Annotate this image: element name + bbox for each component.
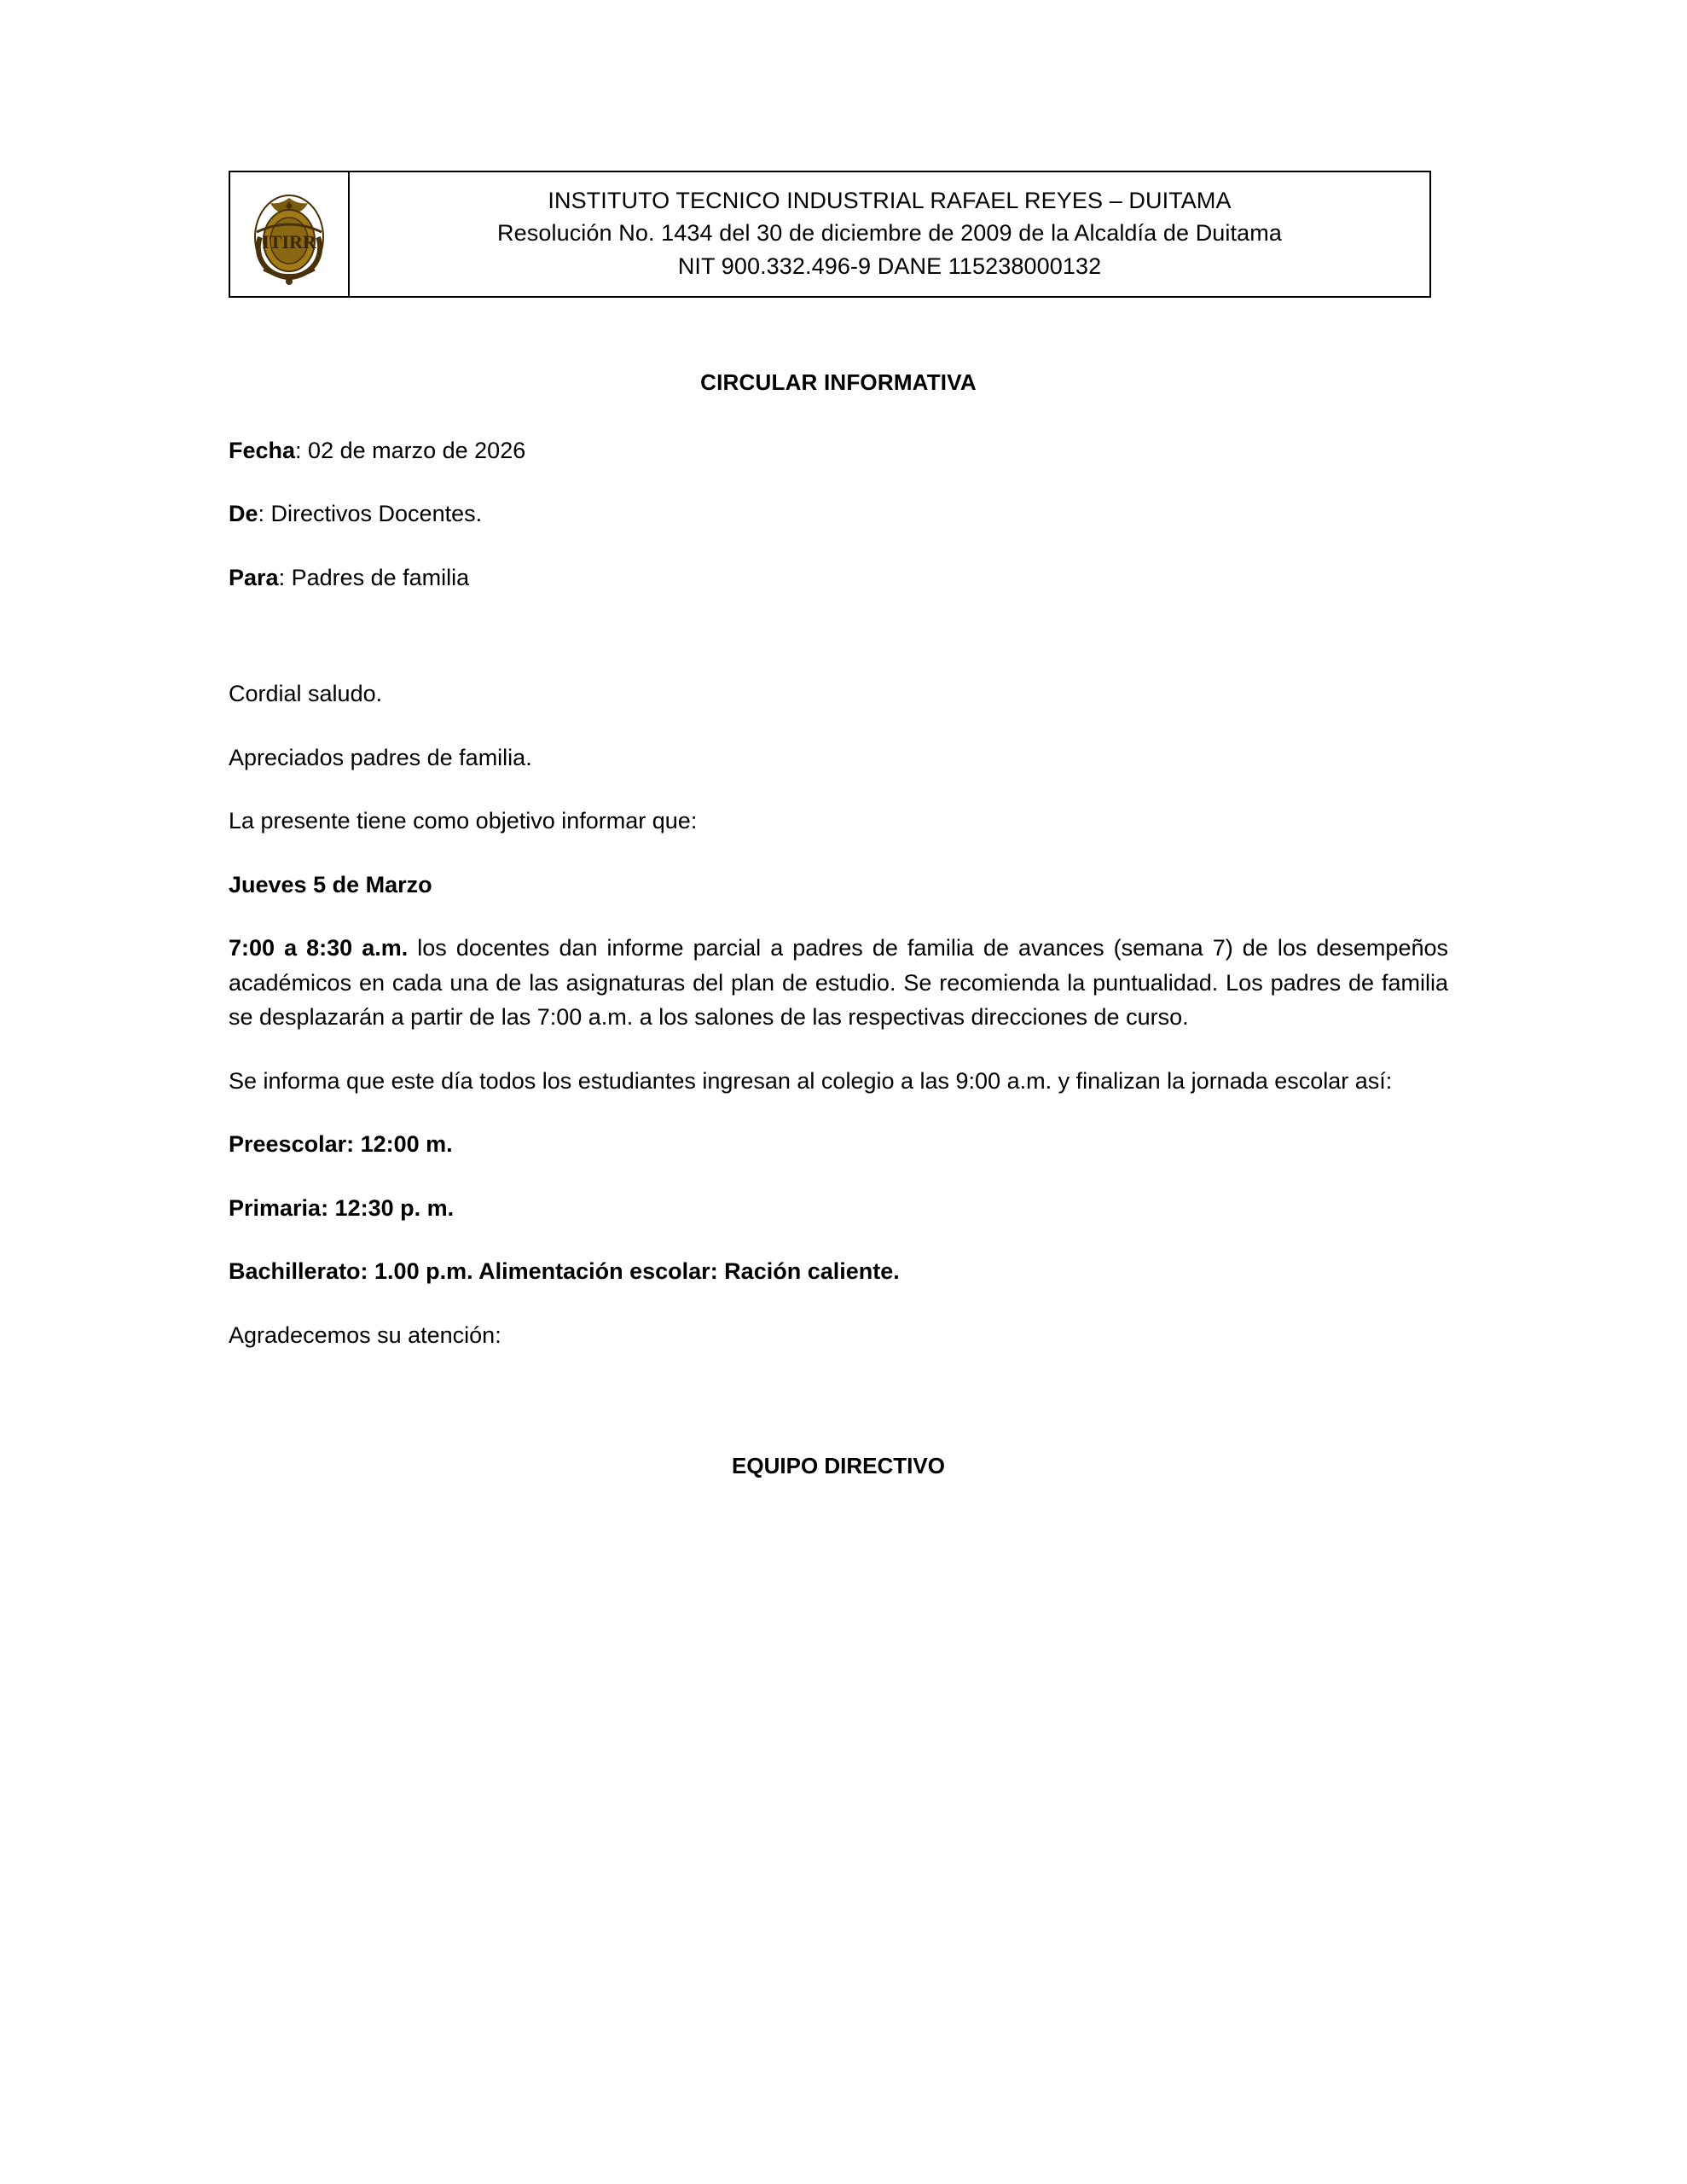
letterhead-line-1: INSTITUTO TECNICO INDUSTRIAL RAFAEL REYES – DUITAMA bbox=[548, 188, 1232, 213]
day-heading-label: Jueves 5 de Marzo bbox=[229, 871, 432, 897]
day-heading bbox=[229, 868, 1448, 903]
svg-text:ITIRR: ITIRR bbox=[262, 231, 316, 253]
purpose-text: La presente tiene como objetivo informar que: bbox=[229, 808, 698, 834]
level-preescolar-label: Preescolar: 12:00 m. bbox=[229, 1131, 453, 1158]
thanks-text: Agradecemos su atención: bbox=[229, 1321, 501, 1348]
signature-block: EQUIPO DIRECTIVO bbox=[732, 1453, 945, 1479]
document-content bbox=[229, 171, 1448, 1479]
field-de-label: De bbox=[229, 501, 258, 527]
field-de-value: : Directivos Docentes. bbox=[258, 501, 483, 527]
letterhead-line-2: Resolución No. 1434 del 30 de diciembre de 2009 de la Alcaldía de Duitama bbox=[497, 220, 1282, 247]
letterhead-text bbox=[350, 172, 1429, 296]
level-bachillerato-label: Bachillerato: 1.00 p.m. Alimentación escolar: Ración caliente. bbox=[229, 1258, 900, 1285]
field-fecha bbox=[229, 433, 1448, 468]
field-fecha-label: Fecha bbox=[229, 437, 296, 463]
field-fecha-value: : 02 de marzo de 2026 bbox=[295, 437, 526, 463]
page-title: CIRCULAR INFORMATIVA bbox=[700, 369, 977, 395]
level-primaria bbox=[229, 1191, 1448, 1226]
field-para-value: : Padres de familia bbox=[278, 564, 470, 590]
schedule-paragraph bbox=[229, 931, 1448, 1035]
entry-info-text: Se informa que este día todos los estudiantes ingresan al colegio a las 9:00 a.m. y finalizan la jornada escolar así: bbox=[229, 1067, 1393, 1094]
schedule-description: los docentes dan informe parcial a padres de familia de avances (semana 7) de los desempeños académicos en cada una de las asignaturas del plan de estudio. Se recomienda la puntualidad. Los padres de familia se desplazarán a partir de las 7:00 a.m. a los salones de las respectivas direcciones de curso. bbox=[229, 935, 1448, 1031]
letterhead-line-3: NIT 900.332.496-9 DANE 115238000132 bbox=[677, 253, 1102, 279]
schedule-time: 7:00 a 8:30 a.m. bbox=[229, 935, 409, 961]
level-primaria-label: Primaria: 12:30 p. m. bbox=[229, 1194, 455, 1221]
institution-logo-cell bbox=[230, 172, 350, 296]
field-para-label: Para bbox=[229, 564, 279, 590]
letterhead bbox=[229, 171, 1431, 298]
field-de bbox=[229, 497, 1448, 531]
greeting-text: Cordial saludo. bbox=[229, 681, 383, 707]
level-bachillerato bbox=[229, 1254, 1448, 1289]
field-para bbox=[229, 561, 1448, 595]
level-preescolar bbox=[229, 1127, 1448, 1162]
addressees-text: Apreciados padres de familia. bbox=[229, 744, 532, 770]
crest-icon bbox=[245, 181, 333, 287]
